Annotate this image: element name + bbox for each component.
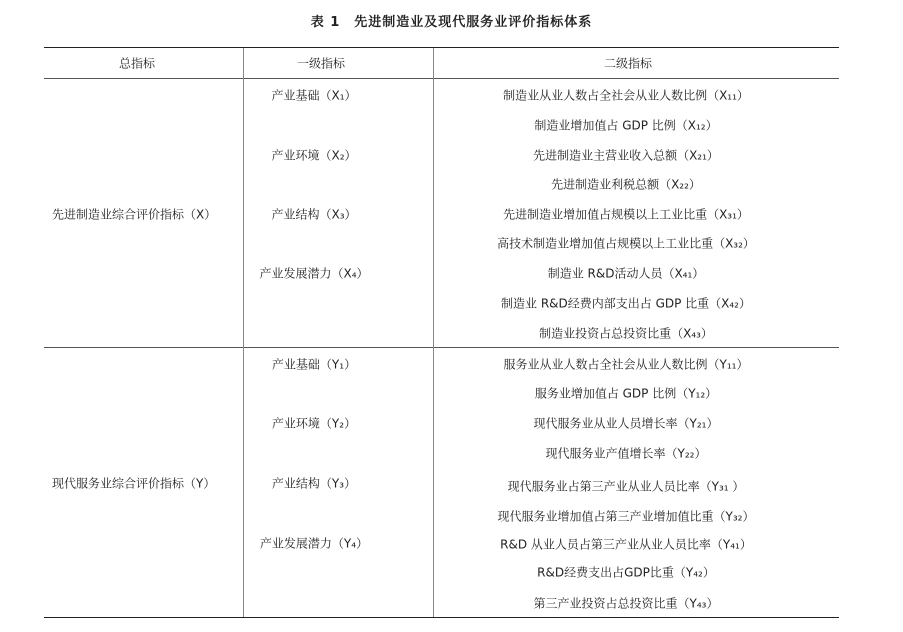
bottom-rule [44,617,839,618]
level1-indicator: 产业环境（Y₂） [271,416,357,431]
level2-indicator: 高技术制造业增加值占规模以上工业比重（X₃₂） [497,236,755,251]
level2-indicator: 现代服务业占第三产业从业人员比率（Y₃₁ ） [507,479,745,494]
header-rule [44,78,839,79]
level1-indicator: 产业发展潜力（X₄） [259,266,369,281]
level2-indicator: 先进制造业增加值占规模以上工业比重（X₃₁） [503,207,749,222]
level2-indicator: 现代服务业产值增长率（Y₂₂） [545,446,707,461]
level1-indicator: 产业结构（X₃） [271,207,357,222]
header-total: 总指标 [118,56,156,71]
level1-indicator: 产业基础（Y₁） [271,357,357,372]
level2-indicator: 制造业增加值占 GDP 比例（X₁₂） [534,118,718,133]
level2-indicator: 先进制造业利税总额（X₂₂） [551,177,701,192]
level2-indicator: 现代服务业增加值占第三产业增加值比重（Y₃₂） [497,509,755,524]
level2-indicator: 制造业从业人数占全社会从业人数比例（X₁₁） [503,88,749,103]
table-title: 表 1 先进制造业及现代服务业评价指标体系 [310,15,593,30]
level2-indicator: 服务业增加值占 GDP 比例（Y₁₂） [534,386,718,401]
column-divider [433,48,434,617]
level2-indicator: 第三产业投资占总投资比重（Y₄₃） [533,596,719,611]
header-level1: 一级指标 [296,56,346,71]
top-rule [44,47,839,48]
level1-indicator: 产业结构（Y₃） [271,476,357,491]
level2-indicator: R&D 从业人员占第三产业从业人员比率（Y₄₁） [500,537,752,552]
level1-indicator: 产业环境（X₂） [271,148,357,163]
group-divider [44,347,839,348]
level2-indicator: 现代服务业从业人员增长率（Y₂₁） [533,416,719,431]
header-level2: 二级指标 [603,56,653,71]
level2-indicator: 制造业 R&D经费内部支出占 GDP 比重（X₄₂） [501,296,751,311]
total-indicator: 现代服务业综合评价指标（Y） [52,476,216,491]
level2-indicator: R&D经费支出占GDP比重（Y₄₂） [537,565,715,580]
level2-indicator: 服务业从业人数占全社会从业人数比例（Y₁₁） [503,357,749,372]
column-divider [243,48,244,617]
total-indicator: 先进制造业综合评价指标（X） [52,207,217,222]
level2-indicator: 制造业投资占总投资比重（X₄₃） [539,326,713,341]
level1-indicator: 产业发展潜力（Y₄） [259,536,369,551]
level2-indicator: 制造业 R&D活动人员（X₄₁） [547,266,705,281]
level1-indicator: 产业基础（X₁） [271,88,357,103]
level2-indicator: 先进制造业主营业收入总额（X₂₁） [533,148,719,163]
